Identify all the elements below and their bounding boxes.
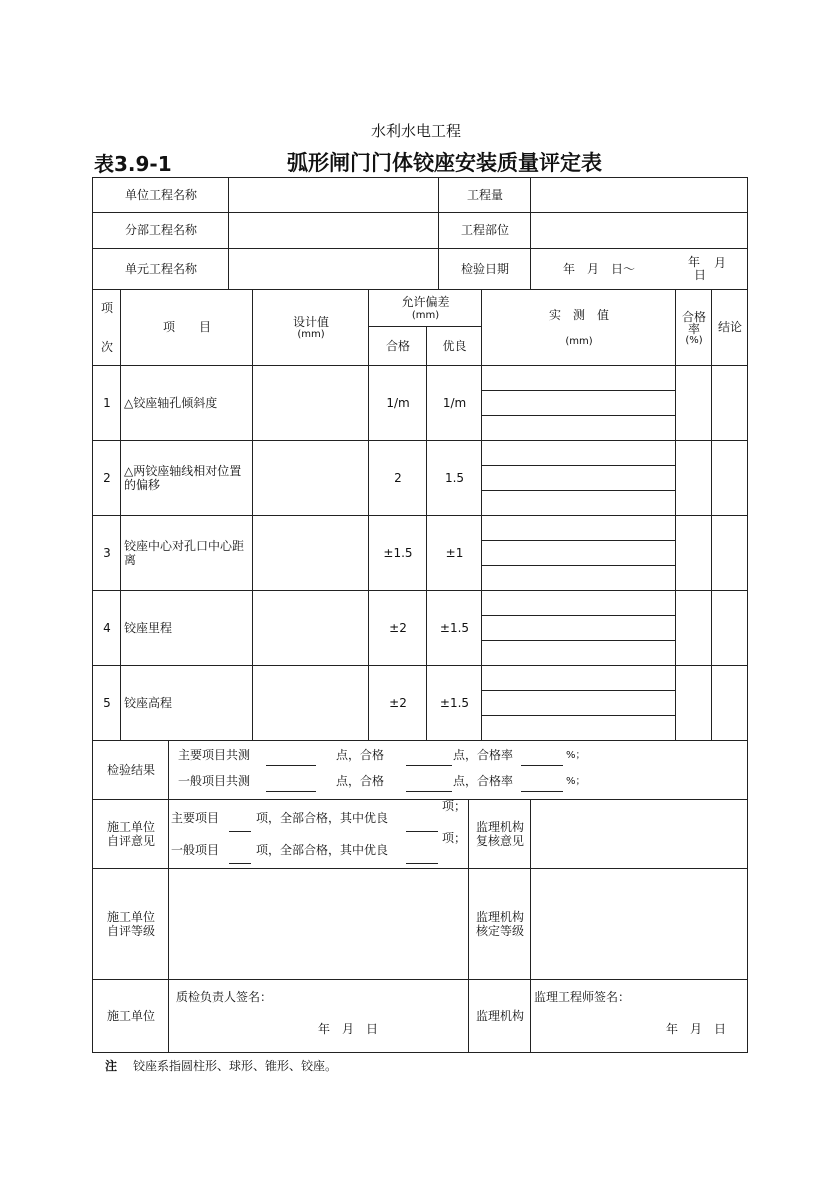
header-measured	[481, 289, 676, 366]
measured-value-cell[interactable]	[481, 615, 676, 641]
row-good: ±1.5	[426, 665, 482, 741]
row-no: 2	[92, 440, 121, 516]
header-rate	[675, 289, 712, 366]
note-text: 铰座系指圆柱形、球形、锥形、铰座。	[133, 1059, 338, 1073]
label-part_location: 工程部位	[438, 212, 531, 249]
supervisor-opinion-label: 监理机构复核意见	[468, 799, 531, 869]
result-points-pass: 点，合格	[336, 774, 385, 788]
row-conclusion[interactable]	[711, 515, 748, 591]
row-pass: 1/m	[368, 365, 427, 441]
row-item: 铰座里程	[120, 590, 253, 666]
result-general: 一般项目共测	[178, 774, 251, 788]
sign-label: 施工单位	[92, 979, 169, 1053]
measured-value-cell[interactable]	[481, 415, 676, 441]
fill-blank[interactable]	[266, 791, 316, 792]
row-item: △两铰座轴线相对位置的偏移	[120, 440, 253, 516]
result-points-rate: 点，合格率	[453, 774, 514, 788]
fill-blank[interactable]	[229, 863, 251, 864]
header-design	[252, 289, 369, 366]
measured-value-cell[interactable]	[481, 465, 676, 491]
fill-blank[interactable]	[406, 831, 438, 832]
qc-sign-date: 年 月 日	[318, 1022, 379, 1036]
row-rate[interactable]	[675, 590, 712, 666]
row-no: 4	[92, 590, 121, 666]
measured-value-cell[interactable]	[481, 715, 676, 741]
header-tolerance	[368, 289, 482, 327]
self-grade-label: 施工单位自评等级	[92, 868, 169, 980]
page-title: 弧形闸门门体铰座安装质量评定表	[287, 151, 602, 175]
header-good: 优良	[426, 326, 482, 366]
row-pass: ±2	[368, 590, 427, 666]
row-rate[interactable]	[675, 665, 712, 741]
row-good: 1.5	[426, 440, 482, 516]
row-no: 1	[92, 365, 121, 441]
opinion-end: 项；	[442, 831, 467, 845]
label-part_name: 分部工程名称	[92, 212, 229, 249]
row-rate[interactable]	[675, 440, 712, 516]
header-pass: 合格	[368, 326, 427, 366]
row-pass: 2	[368, 440, 427, 516]
row-rate[interactable]	[675, 515, 712, 591]
measured-value-cell[interactable]	[481, 590, 676, 616]
row-design-value[interactable]	[252, 665, 369, 741]
header-no-2: 次	[100, 340, 113, 355]
header-item: 项 目	[120, 289, 253, 366]
opinion-text: 项，全部合格，其中优良	[256, 811, 389, 825]
date-to-month: 月	[714, 256, 727, 270]
row-item: 铰座高程	[120, 665, 253, 741]
category: 水利水电工程	[371, 122, 462, 140]
row-good: 1/m	[426, 365, 482, 441]
fill-blank[interactable]	[521, 765, 563, 766]
field-part_location[interactable]	[530, 212, 748, 249]
date-to-day: 日	[694, 268, 707, 282]
table-number: 表3.9-1	[94, 152, 172, 176]
row-design-value[interactable]	[252, 515, 369, 591]
field-element_name[interactable]	[228, 248, 439, 290]
design-label: 设计值	[292, 314, 329, 329]
measured-value-cell[interactable]	[481, 365, 676, 391]
measured-value-cell[interactable]	[481, 640, 676, 666]
row-conclusion[interactable]	[711, 665, 748, 741]
date-to-year: 年	[688, 255, 701, 269]
label-inspect_date: 检验日期	[438, 248, 531, 290]
fill-blank[interactable]	[406, 765, 452, 766]
design-unit: (mm)	[297, 329, 325, 341]
field-part_name[interactable]	[228, 212, 439, 249]
row-conclusion[interactable]	[711, 590, 748, 666]
row-item: 铰座中心对孔口中心距离	[120, 515, 253, 591]
label-unit_name: 单位工程名称	[92, 177, 229, 213]
result-points-rate: 点，合格率	[453, 748, 514, 762]
date-from: 年 月 日～	[563, 262, 636, 276]
row-rate[interactable]	[675, 365, 712, 441]
row-no: 3	[92, 515, 121, 591]
note-label: 注	[105, 1059, 118, 1073]
opinion-text: 项，全部合格，其中优良	[256, 843, 389, 857]
row-design-value[interactable]	[252, 440, 369, 516]
rate-label: 合格率	[681, 309, 706, 336]
header-conclusion: 结论	[711, 289, 748, 366]
opinion-general: 一般项目	[171, 843, 220, 857]
supervisor-grade-label: 监理机构核定等级	[468, 868, 531, 980]
result-points-pass: 点，合格	[336, 748, 385, 762]
result-percent: %；	[566, 750, 586, 761]
row-design-value[interactable]	[252, 365, 369, 441]
row-conclusion[interactable]	[711, 440, 748, 516]
qc-signature-label: 质检负责人签名：	[176, 990, 273, 1004]
fill-blank[interactable]	[229, 831, 251, 832]
header-no	[92, 289, 121, 366]
opinion-main: 主要项目	[171, 811, 220, 825]
engineer-sign-date: 年 月 日	[666, 1022, 727, 1036]
result-main: 主要项目共测	[178, 748, 251, 762]
field-quantity[interactable]	[530, 177, 748, 213]
row-good: ±1.5	[426, 590, 482, 666]
measured-value-cell[interactable]	[481, 515, 676, 541]
engineer-signature-label: 监理工程师签名：	[534, 990, 631, 1004]
measured-value-cell[interactable]	[481, 390, 676, 416]
fill-blank[interactable]	[521, 791, 563, 792]
measured-value-cell[interactable]	[481, 690, 676, 716]
row-conclusion[interactable]	[711, 365, 748, 441]
row-pass: ±1.5	[368, 515, 427, 591]
header-no-1: 项	[100, 300, 113, 315]
result-label: 检验结果	[92, 740, 169, 800]
row-good: ±1	[426, 515, 482, 591]
supervisor-grade-field[interactable]	[530, 868, 748, 980]
opinion-end: 项；	[442, 799, 467, 813]
supervisor-opinion-field[interactable]	[530, 799, 748, 869]
measured-value-cell[interactable]	[481, 490, 676, 516]
measured-value-cell[interactable]	[481, 565, 676, 591]
tolerance-unit: (mm)	[411, 309, 440, 321]
fill-blank[interactable]	[406, 863, 438, 864]
result-percent: %；	[566, 776, 586, 787]
measured-value-cell[interactable]	[481, 540, 676, 566]
label-quantity: 工程量	[438, 177, 531, 213]
fill-blank[interactable]	[266, 765, 316, 766]
fill-blank[interactable]	[406, 791, 452, 792]
row-item: △铰座轴孔倾斜度	[120, 365, 253, 441]
label-element_name: 单元工程名称	[92, 248, 229, 290]
measured-label: 实 测 值	[548, 308, 609, 323]
self-grade-field[interactable]	[168, 868, 469, 980]
measured-value-cell[interactable]	[481, 440, 676, 466]
row-design-value[interactable]	[252, 590, 369, 666]
measured-unit: (mm)	[565, 335, 593, 347]
rate-unit: (%)	[685, 334, 703, 346]
field-unit_name[interactable]	[228, 177, 439, 213]
tolerance-label: 允许偏差	[401, 295, 450, 310]
self-opinion-label: 施工单位自评意见	[92, 799, 169, 869]
sign-supervisor-label: 监理机构	[468, 979, 531, 1053]
row-pass: ±2	[368, 665, 427, 741]
row-no: 5	[92, 665, 121, 741]
measured-value-cell[interactable]	[481, 665, 676, 691]
